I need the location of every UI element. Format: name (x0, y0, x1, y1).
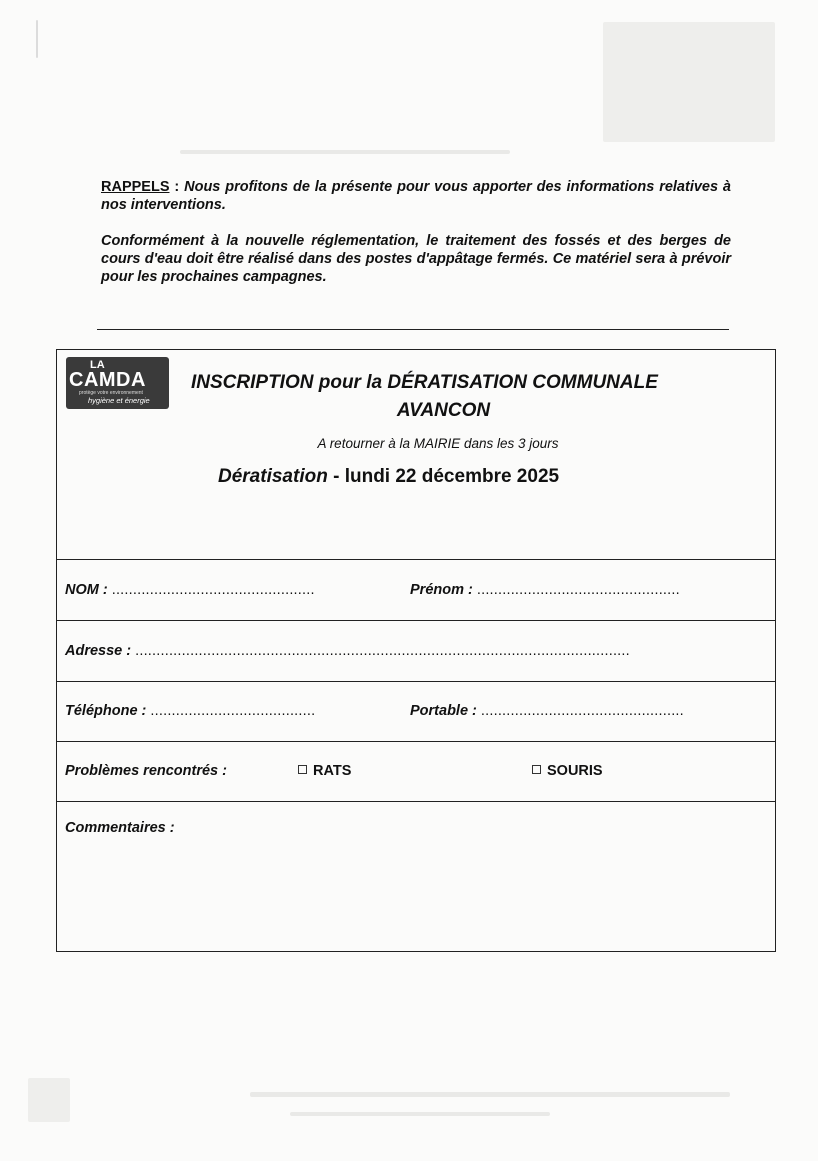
deratisation-date-line (218, 466, 559, 488)
bleed-through-text (180, 150, 510, 154)
prenom-dots: ................................................ (476, 582, 680, 598)
souris-checkbox[interactable] (532, 765, 541, 774)
form-header (57, 350, 775, 560)
logo-tagline: protège votre environnement (79, 390, 143, 396)
bleed-through-text (250, 1092, 730, 1097)
telephone-dots: ....................................... (150, 703, 316, 719)
row-problems (57, 741, 775, 802)
return-instructions: A retourner à la MAIRIE dans les 3 jours (317, 436, 559, 451)
rappels-paragraph-2: Conformément à la nouvelle réglementation, le traitement des fossés et des berges de cours d'eau doit être réalisé dans des postes d'appâtage fermés. Ce matériel sera à prévoir pour les prochaines campagnes. (101, 233, 731, 285)
bleed-through-stamp (603, 22, 775, 142)
nom-field[interactable] (65, 582, 315, 598)
prenom-field[interactable] (410, 582, 680, 598)
rappels-paragraph-1 (101, 178, 731, 214)
bleed-through-text (290, 1112, 550, 1116)
row-name (57, 560, 775, 621)
adresse-field[interactable] (65, 643, 630, 659)
rappels-text-1: Nous profitons de la présente pour vous apporter des informations relatives à nos interventions. (101, 179, 731, 213)
option-souris[interactable] (532, 763, 603, 779)
logo-camda: CAMDA (69, 369, 146, 391)
portable-field[interactable] (410, 703, 684, 719)
souris-label: SOURIS (547, 763, 603, 779)
problemes-label: Problèmes rencontrés : (65, 763, 227, 779)
form-title: INSCRIPTION pour la DÉRATISATION COMMUNALE (191, 372, 658, 393)
adresse-label: Adresse : (65, 643, 136, 659)
commune-name: AVANCON (396, 400, 491, 421)
adresse-dots: ..................................................................................................................... (135, 643, 630, 659)
separator-line (97, 329, 729, 330)
registration-form (56, 349, 776, 952)
rats-label: RATS (313, 763, 352, 779)
rappels-label: RAPPELS (101, 179, 170, 195)
logo-la: LA (90, 359, 105, 371)
portable-label: Portable : (410, 703, 481, 719)
option-rats[interactable] (298, 763, 351, 779)
nom-label: NOM : (65, 582, 112, 598)
row-phone (57, 681, 775, 742)
deratisation-label: Dératisation (218, 466, 328, 487)
telephone-label: Téléphone : (65, 703, 151, 719)
commentaires-label: Commentaires : (65, 820, 175, 836)
portable-dots: ................................................ (480, 703, 684, 719)
nom-dots: ................................................ (111, 582, 315, 598)
rats-checkbox[interactable] (298, 765, 307, 774)
logo-slogan: hygiène et énergie (88, 396, 150, 405)
row-address (57, 621, 775, 682)
deratisation-date: - lundi 22 décembre 2025 (327, 466, 560, 487)
rappels-section (101, 178, 731, 304)
bleed-through-line (36, 20, 38, 58)
bleed-through-stamp (28, 1078, 70, 1122)
telephone-field[interactable] (65, 703, 315, 719)
prenom-label: Prénom : (410, 582, 477, 598)
rappels-colon: : (169, 179, 185, 195)
row-comments[interactable] (57, 801, 775, 952)
